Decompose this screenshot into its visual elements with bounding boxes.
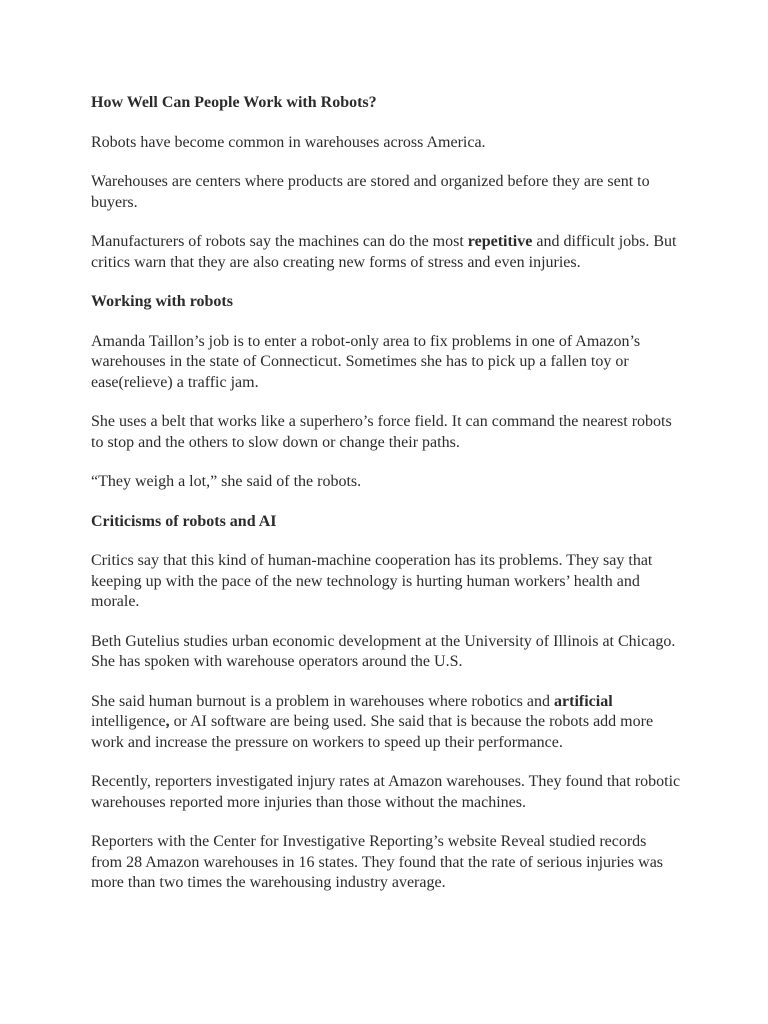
paragraph-5: She uses a belt that works like a superhero’s force field. It can command the nearest robots to stop and the others to slow down or change their paths. bbox=[91, 413, 672, 451]
paragraph-9-text-mid: intelligence bbox=[91, 713, 166, 730]
paragraph-4: Amanda Taillon’s job is to enter a robot-only area to fix problems in one of Amazon’s warehouses in the state of Connecticut. Sometimes she has to pick up a fallen toy or ease(relieve) a traffic jam. bbox=[91, 332, 641, 391]
section-heading-criticisms: Criticisms of robots and AI bbox=[91, 512, 277, 530]
paragraph-9 bbox=[91, 692, 681, 754]
paragraph-7: Critics say that this kind of human-machine cooperation has its problems. They say that keeping up with the pace of the new technology is hurting human workers’ health and morale. bbox=[91, 552, 653, 610]
document-page bbox=[91, 93, 681, 913]
paragraph-3-text-after: and difficult jobs. But critics warn that they are also creating new forms of stress and even injuries. bbox=[91, 233, 677, 271]
section-heading-working-with-robots: Working with robots bbox=[91, 293, 233, 310]
paragraph-6: “They weigh a lot,” she said of the robots. bbox=[91, 473, 362, 490]
paragraph-3 bbox=[91, 232, 681, 273]
paragraph-3-text-before: Manufacturers of robots say the machines can do the most bbox=[91, 233, 468, 250]
paragraph-8: Beth Gutelius studies urban economic development at the University of Illinois at Chicago. She has spoken with warehouse operators around the U.S. bbox=[91, 632, 676, 670]
paragraph-9-text-before: She said human burnout is a problem in warehouses where robotics and bbox=[91, 692, 555, 710]
paragraph-10: Recently, reporters investigated injury rates at Amazon warehouses. They found that robotic warehouses reported more injuries than those without the machines. bbox=[91, 773, 681, 811]
term-artificial: artificial bbox=[554, 692, 613, 710]
term-repetitive: repetitive bbox=[467, 233, 533, 250]
paragraph-11: Reporters with the Center for Investigative Reporting’s website Reveal studied records from 28 Amazon warehouses in 16 states. They found that the rate of serious injuries was more than two times the warehousing industry average. bbox=[91, 833, 664, 891]
paragraph-2: Warehouses are centers where products are stored and organized before they are sent to buyers. bbox=[91, 173, 650, 211]
bold-comma: , bbox=[165, 713, 170, 730]
article-title: How Well Can People Work with Robots? bbox=[91, 94, 377, 111]
paragraph-9-text-after: or AI software are being used. She said that is because the robots add more work and increase the pressure on workers to speed up their performance. bbox=[91, 713, 654, 751]
paragraph-1: Robots have become common in warehouses across America. bbox=[91, 133, 486, 151]
